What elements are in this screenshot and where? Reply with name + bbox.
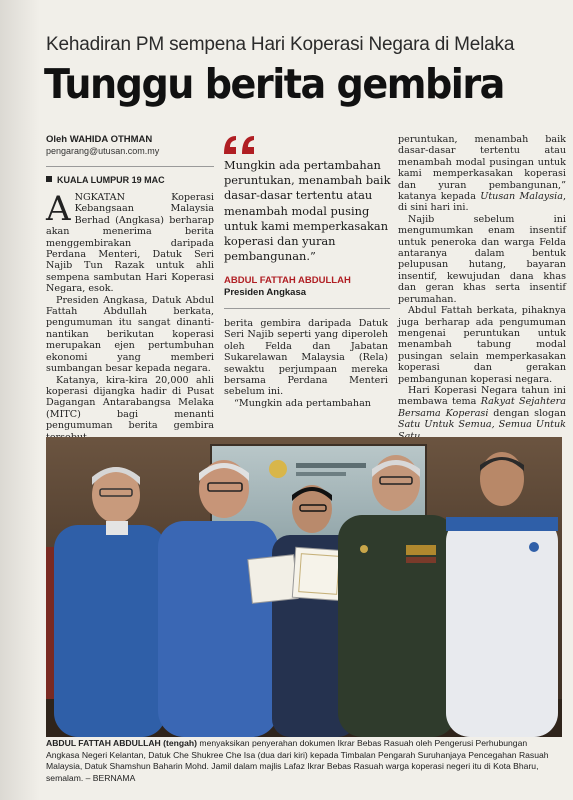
pull-quote-author: ABDUL FATTAH ABDULLAH xyxy=(224,275,351,286)
pull-quote-role: Presiden Angkasa xyxy=(224,287,307,298)
article-column-2 xyxy=(224,318,388,409)
theme-text: Rakyat Sejahtera Bersama Koperasi xyxy=(398,396,566,419)
author-email: pengarang@utusan.com.my xyxy=(46,146,160,156)
paragraph: Katanya, kira-kira 20,000 ahli koperasi dijangka hadir di Pusat Dagangan Antarabangsa Melaka (MITC) bagi menanti pengumuman berita gembira xyxy=(46,374,214,432)
article-kicker: Kehadiran PM sempena Hari Koperasi Negara di Melaka xyxy=(46,34,515,55)
paragraph: berita gembira daripada Datuk Seri Najib seperti yang diperoleh oleh Felda dan Jabatan Sukarelawan Malaysia (Rela) sewaktu perjumpaan mereka bersama Perdana Menteri sebelum ini. xyxy=(224,318,388,398)
caption-bold-text: ABDUL FATTAH ABDULLAH (tengah) xyxy=(46,738,198,748)
article-column-1 xyxy=(46,189,214,454)
photo-caption xyxy=(46,738,562,784)
paragraph xyxy=(398,385,566,442)
paragraph-text: dengan slogan xyxy=(493,407,566,419)
quote-mark-icon xyxy=(222,134,262,156)
paragraph: Presiden Angkasa, Datuk Abdul Fattah Abdullah berkata, pengumuman itu sangat dinanti-nantikan berikutan koperasi merupakan ejen pertumbuhan ekonomi yang memberi sumbangan besar kepada negara. xyxy=(46,294,214,375)
caption-text: menyaksikan penyerahan dokumen Ikrar Bebas Rasuah oleh Pengerusi Perhubungan Angkasa Negeri Kelantan, Datuk Che Shukree Che Isa (dua dari kiri) kepada Timbalan Pengarah Suruhanjaya Pencegahan Rasuah Malaysia, Datuk Shamshun Baharin Mohd. Jamil dalam majlis Lafaz Ikrar Bebas Rasuah warga koperasi negeri itu di Kota Bharu, semalam. – BERNAMA xyxy=(46,738,549,783)
paragraph: Najib sebelum ini mengumumkan enam insentif untuk peneroka dan warga Felda antaranya dalam bentuk pelupusan hutang, bayaran insentif, kewujudan dana khas dan geran khas serta insentif perumahan. xyxy=(398,213,566,305)
page-fold-shadow xyxy=(0,0,40,800)
news-photo xyxy=(46,437,562,737)
paragraph-text: peruntukan, menambah baik dasar-dasar tertentu atau menambah modal pusingan untuk kami memperkasakan koperasi dan yuran pembangunan,” katanya kepada xyxy=(398,134,566,203)
article-byline: Oleh WAHIDA OTHMAN xyxy=(46,134,153,145)
paragraph: “Mungkin ada pertambahan xyxy=(234,397,371,409)
paragraph xyxy=(398,134,566,214)
dateline-text: KUALA LUMPUR 19 MAC xyxy=(57,175,165,185)
newspaper-name: Utusan Malaysia xyxy=(480,191,563,203)
slogan-text: Satu Untuk Semua, Semua Untuk xyxy=(398,419,566,431)
drop-cap: A xyxy=(46,189,71,229)
paragraph-text: , di sini hari ini. xyxy=(398,191,566,214)
paragraph-text: Hari Koperasi Negara tahun ini membawa tema xyxy=(398,384,566,408)
article-column-3 xyxy=(398,134,566,442)
article-headline: Tunggu berita gembira xyxy=(44,60,504,108)
news-photo-illustration xyxy=(46,437,562,737)
byline-divider xyxy=(46,166,214,167)
quote-divider xyxy=(224,308,390,309)
bullet-square-icon xyxy=(46,176,52,182)
pull-quote-text: Mungkin ada pertambahan peruntukan, menambah baik dasar-dasar tertentu atau menambah modal pusing untuk kami memperkasakan koperasi dan yuran pembangunan.” xyxy=(224,158,391,264)
paragraph xyxy=(46,189,214,295)
paragraph: Abdul Fattah berkata, pihaknya juga berharap ada pengumuman mengenai peruntukan untuk menambah tabung modal pusingan selain memperkasakan koperasi dan gerakan pembangunan koperasi negara. xyxy=(398,305,566,385)
paragraph-text: NGKATAN Koperasi Kebangsaan Malaysia Berhad (Angkasa) berharap akan menerima berita menggembirakan daripada Perdana Menteri, Datuk Seri Najib Tun Razak untuk ahli sempena sambutan Hari Koperasi Negara, esok. xyxy=(46,192,214,295)
article-dateline xyxy=(46,175,216,185)
